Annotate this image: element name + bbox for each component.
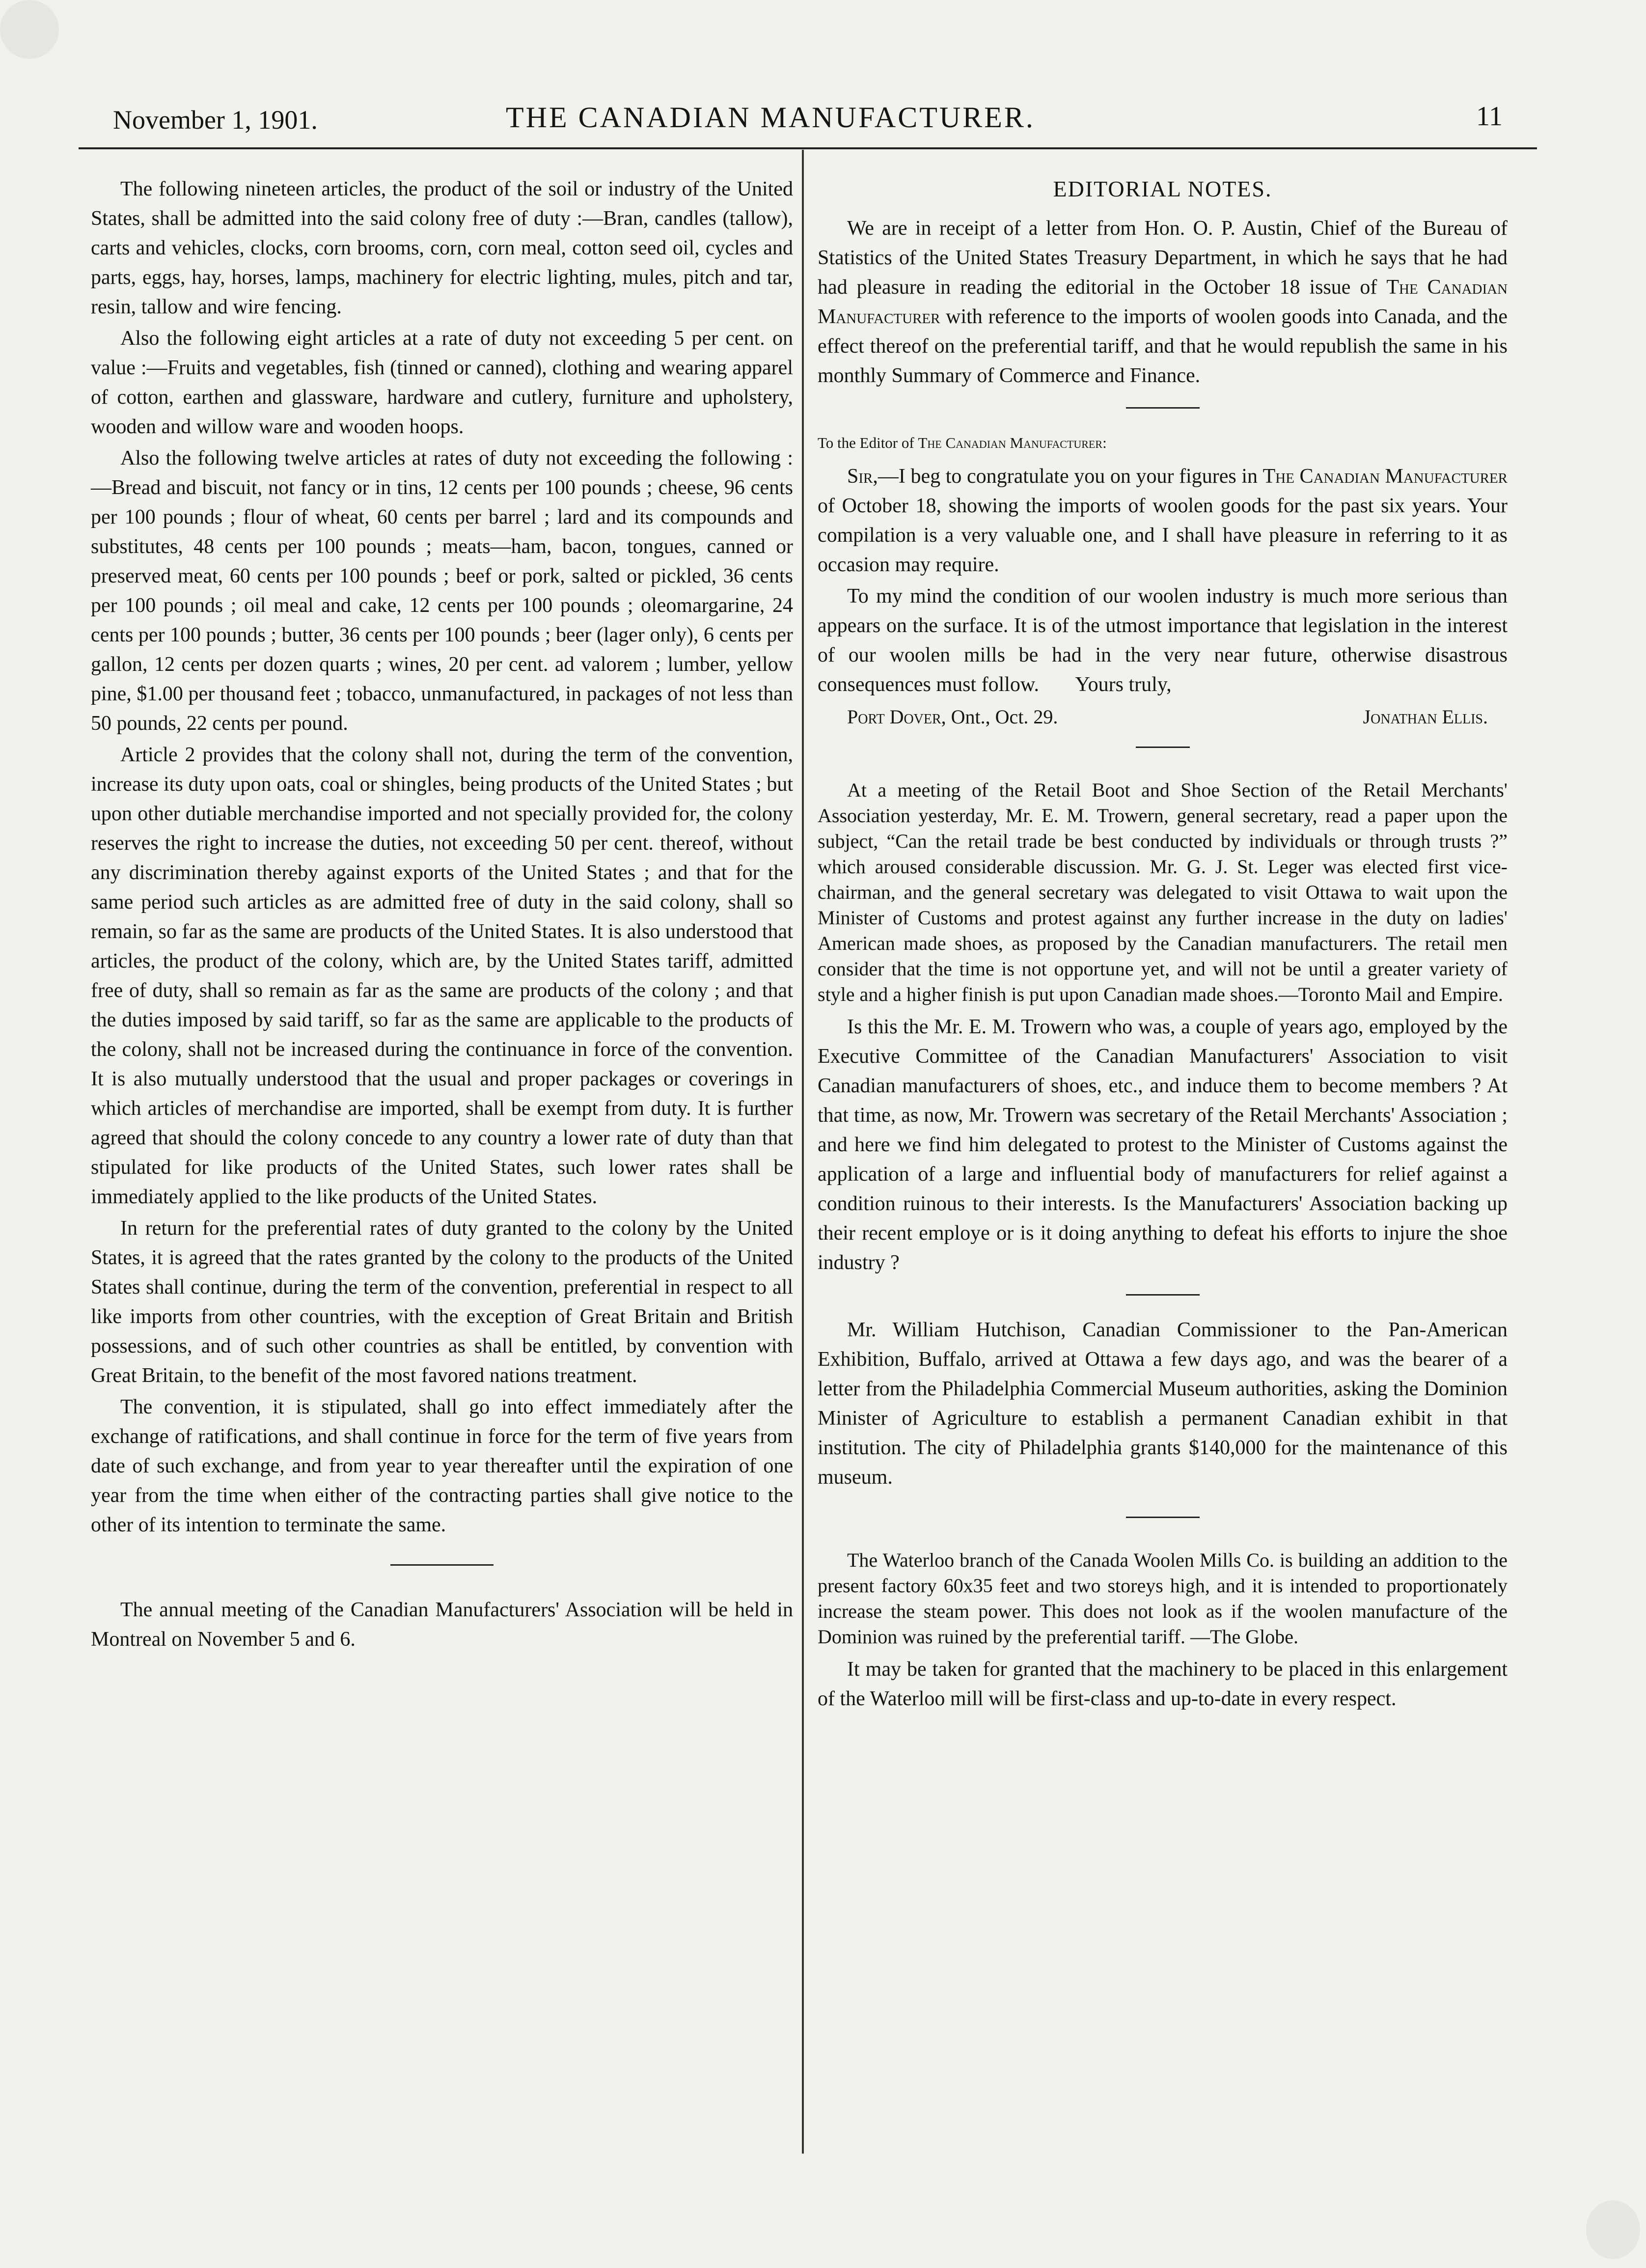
letter-closing: Yours truly,: [1075, 673, 1172, 696]
section-divider: [1126, 1517, 1200, 1518]
letter-text: of October 18, showing the imports of woolen goods for the past six years. Your compilation is a very valuable one, and I shall have pleasure in referring to it as occasion may require.: [818, 495, 1508, 576]
publication-title: THE CANADIAN MANUFACTURER.: [506, 101, 1035, 134]
article-paragraph: Also the following eight articles at a rate of duty not exceeding 5 per cent. on value :—Fruits and vegetables, fish (tinned or canned), clothing and wearing apparel of cotton, earthen and glassware, hardware and cutlery, furniture and upholstery, wooden and willow ware and wooden hoops.: [91, 327, 793, 438]
letter-signature: Jonathan Ellis.: [1363, 706, 1488, 728]
waterloo-comment: It may be taken for granted that the machinery to be placed in this enlargement of the Waterloo mill will be first-class and up-to-date in every respect.: [818, 1658, 1508, 1710]
article-paragraph: The following nineteen articles, the product of the soil or industry of the United States, shall be admitted into the said colony free of duty :—Bran, candles (tallow), carts and vehicles, clocks, corn brooms, corn, corn meal, cotton seed oil, cycles and parts, eggs, hay, horses, lamps, machinery for electric lighting, mules, pitch and tar, resin, tallow and wire fencing.: [91, 178, 793, 318]
section-divider: [1126, 407, 1200, 409]
section-divider: [1136, 747, 1190, 748]
paper-stain: [0, 0, 59, 59]
page-header: [113, 101, 1503, 145]
letter-text: To my mind the condition of our woolen industry is much more serious than appears on the surface. It is of the utmost importance that legislation in the interest of our woolen mills be had in the very near future, otherwise disastrous consequences must follow.: [818, 585, 1508, 696]
trowern-comment: Is this the Mr. E. M. Trowern who was, a couple of years ago, employed by the Executive Committee of the Canadian Manufacturers' Association to visit Canadian manufacturers of shoes, etc., and induce them to become members ? At that time, as now, Mr. Trowern was secretary of the Retail Merchants' Association ; and here we find him delegated to protest to the Minister of Customs against the application of a large and influential body of manufacturers for relief against a condition ruinous to their interests. Is the Manufacturers' Association backing up their recent employe or is it doing anything to defeat his efforts to injure the shoe industry ?: [818, 1016, 1508, 1274]
letter-place: Port Dover: [847, 706, 941, 728]
letter-date: , Ont., Oct. 29.: [941, 706, 1058, 728]
publication-name: The Canadian Manufacturer: [818, 276, 1508, 328]
section-divider: [390, 1564, 494, 1566]
austin-note-text: with reference to the imports of woolen goods into Canada, and the effect thereof on the preferential tariff, and that he would republish the same in his monthly Summary of Commerce and Finance.: [818, 305, 1508, 387]
left-column: [91, 174, 793, 1654]
column-divider: [802, 150, 804, 2154]
article-paragraph: Article 2 provides that the colony shall not, during the term of the convention, increase its duty upon oats, coal or shingles, being products of the United States ; but upon other dutiable merchandise imported and not specially provided for, the colony reserves the right to increase the duties, not exceeding 50 per cent. thereof, without any discrimination thereby against exports of the United States ; and that for the same period such articles as are admitted free of duty in the said colony, shall so remain, so far as the same are products of the United States. It is also understood that articles, the product of the colony, which are, by the United States tariff, admitted free of duty, shall so remain as far as the same are products of the colony ; and that the duties imposed by said tariff, so far as the same are applicable to the products of the colony, shall not be increased during the continuance in force of the convention. It is also mutually understood that the usual and proper packages or coverings in which articles of merchandise are imported, shall be exempt from duty. It is further agreed that should the colony concede to any country a lower rate of duty than that stipulated for like products of the United States, such lower rates shall be immediately applied to the like products of the United States.: [91, 744, 793, 1208]
publication-name: The Canadian Manufacturer: [1262, 465, 1508, 488]
letter-dateline: [847, 702, 1058, 732]
header-rule: [79, 147, 1537, 149]
trowern-quote: At a meeting of the Retail Boot and Shoe Section of the Retail Merchants' Association yesterday, Mr. E. M. Trowern, general secretary, read a paper upon the subject, “Can the retail trade be best conducted by individuals or through trusts ?” which aroused considerable discussion. Mr. G. J. St. Leger was elected first vice-chairman, and the general secretary was delegated to visit Ottawa to wait upon the Minister of Customs and protest against any further increase in the duty on ladies' American made shoes, as proposed by the Canadian manufacturers. The retail men consider that the time is not opportune yet, and will not be until a greater variety of style and a higher finish is put upon Canadian made shoes.—Toronto Mail and Empire.: [818, 779, 1508, 1005]
section-heading: EDITORIAL NOTES.: [1053, 176, 1272, 201]
page-number: 11: [1476, 101, 1503, 132]
article-paragraph: In return for the preferential rates of duty granted to the colony by the United States, it is agreed that the rates granted by the colony to the products of the United States shall continue, during the term of the convention, preferential in respect to all like imports from other countries, with the exception of Great Britain and British possessions, and of such other countries as shall be entitled, by convention with Great Britain, to the benefit of the most favored nations treatment.: [91, 1217, 793, 1387]
austin-note: [818, 214, 1508, 390]
article-paragraph: The convention, it is stipulated, shall go into effect immediately after the exchange of ratifications, and shall continue in force for the term of five years from date of such exchange, and from year to year thereafter until the expiration of one year from the time when either of the contracting parties shall give notice to the other of its intention to terminate the same.: [91, 1396, 793, 1536]
publication-name: The Canadian Manufacturer: [918, 434, 1103, 451]
letter-paragraph: [818, 462, 1508, 580]
letter-salutation: Sir,: [847, 465, 878, 488]
article-paragraph: Also the following twelve articles at rates of duty not exceeding the following :—Bread and biscuit, not fancy or in tins, 12 cents per 100 pounds ; cheese, 96 cents per 100 pounds ; flour of wheat, 60 cents per barrel ; lard and its compounds and substitutes, 48 cents per 100 pounds ; meats—ham, bacon, tongues, canned or preserved meat, 60 cents per 100 pounds ; beef or pork, salted or pickled, 36 cents per 100 pounds ; oil meal and cake, 12 cents per 100 pounds ; oleomargarine, 24 cents per 100 pounds ; butter, 36 cents per 100 pounds ; beer (lager only), 6 cents per gallon, 12 cents per dozen quarts ; wines, 20 per cent. ad valorem ; lumber, yellow pine, $1.00 per thousand feet ; tobacco, unmanufactured, in packages of not less than 50 pounds, 22 cents per pound.: [91, 447, 793, 735]
letter-paragraph: [818, 581, 1508, 699]
hutchison-note: Mr. William Hutchison, Canadian Commissioner to the Pan-American Exhibition, Buffalo, arrived at Ottawa a few days ago, and was the bearer of a letter from the Philadelphia Commercial Museum authorities, asking the Dominion Minister of Agriculture to establish a permanent Canadian exhibit in that institution. The city of Philadelphia grants $140,000 for the maintenance of this museum.: [818, 1319, 1508, 1489]
issue-date: November 1, 1901.: [113, 105, 318, 135]
paper-stain: [1586, 2200, 1640, 2259]
to-editor-prefix: To the Editor of: [818, 434, 918, 451]
letter-text: —I beg to congratulate you on your figures in: [878, 465, 1263, 488]
letter-signoff: [818, 702, 1508, 732]
letter-address: [818, 428, 1508, 458]
annual-meeting-notice: The annual meeting of the Canadian Manufacturers' Association will be held in Montreal on November 5 and 6.: [91, 1599, 793, 1651]
section-divider: [1126, 1294, 1200, 1296]
waterloo-quote: The Waterloo branch of the Canada Woolen Mills Co. is building an addition to the present factory 60x35 feet and two storeys high, and it is intended to proportionately increase the steam power. This does not look as if the woolen manufacture of the Dominion was ruined by the preferential tariff. —The Globe.: [818, 1549, 1508, 1648]
right-column: [818, 174, 1508, 1714]
to-editor-suffix: :: [1102, 434, 1107, 451]
austin-note-text: We are in receipt of a letter from Hon. O. P. Austin, Chief of the Bureau of Statistics of the United States Treasury Department, in which he says that he had had pleasure in reading the editorial in the October 18 issue of: [818, 217, 1508, 299]
